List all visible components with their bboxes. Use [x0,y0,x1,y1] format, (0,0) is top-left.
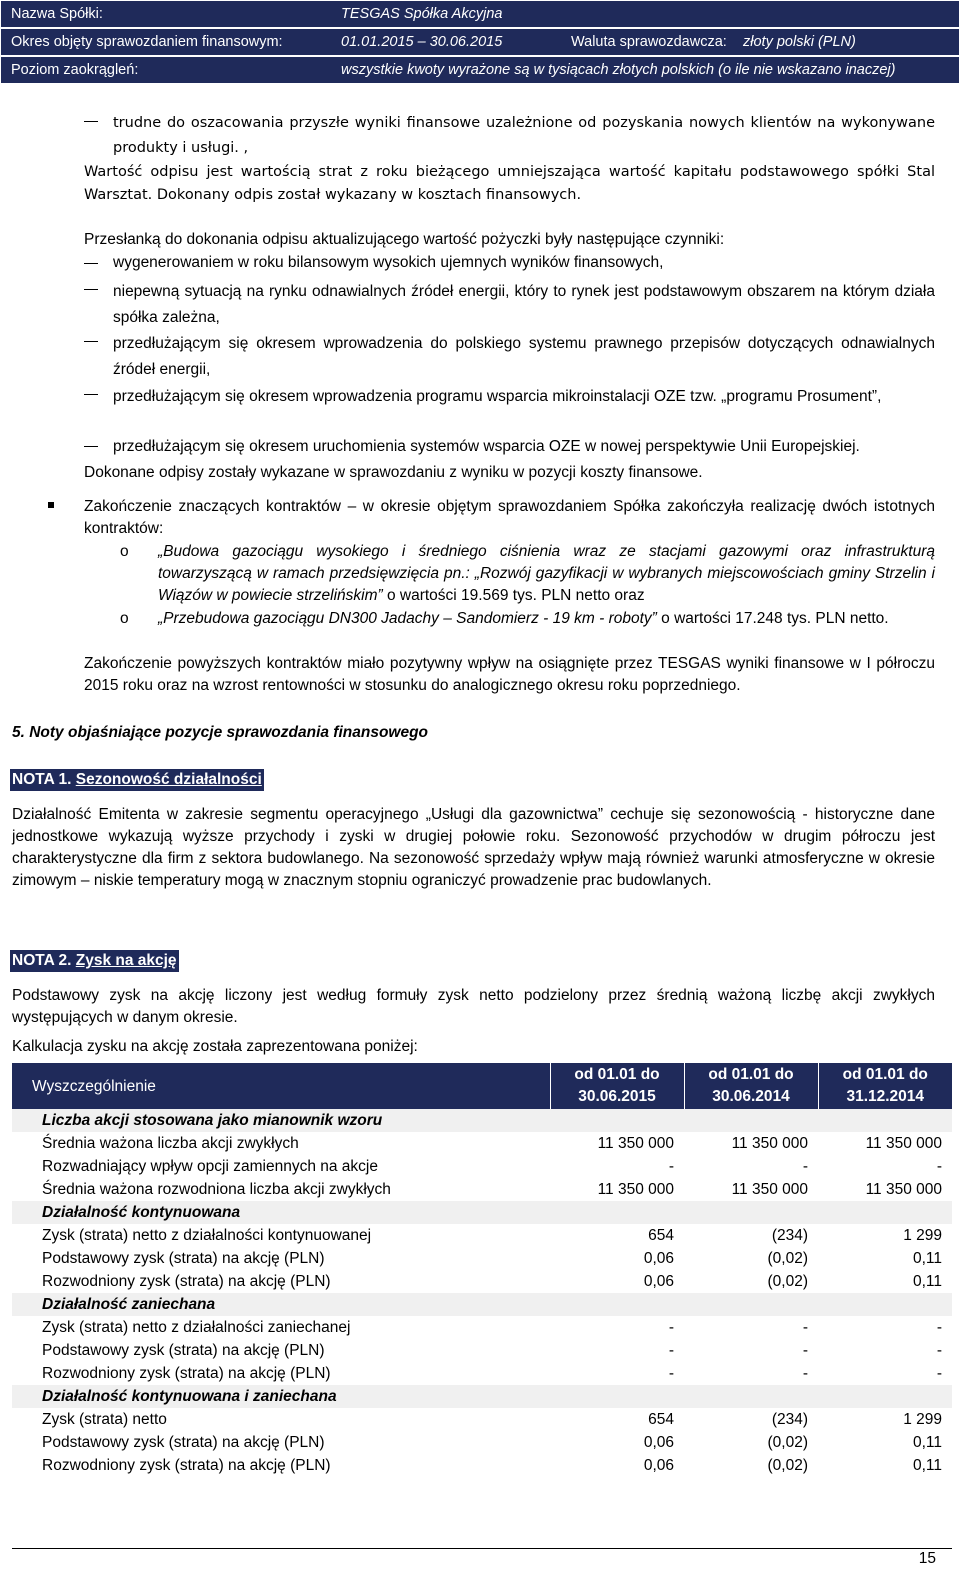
row-value: (234) [771,1411,808,1428]
row-label: Średnia ważona liczba akcji zwykłych [42,1135,299,1152]
table-row [12,1178,952,1201]
header-period-cell: od 01.01 do 31.12.2014 [818,1063,952,1109]
dash-bullet [84,341,98,342]
row-value: 11 350 000 [731,1135,808,1152]
nota-1-prefix: NOTA 1. [12,771,72,788]
nota-2-calc: Kalkulacja zysku na akcję została zaprezentowana poniżej: [12,1038,418,1055]
contracts-summary: Zakończenie powyższych kontraktów miało pozytywny wpływ na osiągnięte przez TESGAS wyniki finansowe w I półroczu 2015 roku oraz na wzrost rentowności w stosunku do analogicznego okresu roku poprzedniego. [84,655,935,694]
rounding-label: Poziom zaokrągleń: [11,62,139,78]
table-row [12,1362,952,1385]
company-value: TESGAS Spółka Akcyjna [341,6,503,22]
table-row [12,1454,952,1477]
row-value: 1 299 [903,1227,942,1244]
row-value: (0,02) [767,1273,808,1290]
row-value: 0,06 [643,1434,674,1451]
dash-bullet [84,121,98,122]
header-row-company [1,1,959,29]
row-value: 654 [648,1227,674,1244]
row-value: 11 350 000 [731,1181,808,1198]
row-value: 0,06 [643,1457,674,1474]
header-label-cell: Wyszczególnienie [12,1063,550,1109]
row-value: - [802,1342,808,1359]
factor-item: niepewną sytuacją na rynku odnawialnych źródeł energii, który to rynek jest podstawowym obszarem na którym działa spółka zależna, [113,283,935,326]
row-value: - [668,1365,674,1382]
table-row [12,1339,952,1362]
row-label: Zysk (strata) netto [42,1411,167,1428]
row-value: 0,11 [912,1457,942,1474]
row-value: - [802,1365,808,1382]
square-bullet-icon [48,502,54,508]
row-value: (0,02) [767,1250,808,1267]
table-row [12,1155,952,1178]
row-label: Podstawowy zysk (strata) na akcję (PLN) [42,1250,325,1267]
row-value: (0,02) [767,1457,808,1474]
dash-bullet [84,446,98,447]
row-label: Rozwodniony zysk (strata) na akcję (PLN) [42,1457,331,1474]
row-value: 11 350 000 [597,1181,674,1198]
section-5-heading: 5. Noty objaśniające pozycje sprawozdania finansowego [12,724,429,741]
row-value: 0,11 [912,1434,942,1451]
header-row-rounding [1,57,959,85]
row-label: Zysk (strata) netto z działalności zaniechanej [42,1319,351,1336]
header-period-cell: od 01.01 do 30.06.2015 [550,1063,684,1109]
table-row [12,1270,952,1293]
nota-2-prefix: NOTA 2. [12,952,72,969]
contract-item-1 [158,541,935,607]
row-value: (0,02) [767,1434,808,1451]
nota-2-title: Zysk na akcję [75,952,177,969]
table-section-row [12,1109,952,1132]
write-off-paragraph: Wartość odpisu jest wartością strat z roku bieżącego umniejszająca wartość kapitału podstawowego spółki Stal Warsztat. Dokonany odpis został wykazany w kosztach finansowych. [84,164,935,203]
nota-1-heading [10,769,264,791]
row-value: - [668,1319,674,1336]
header-row-period [1,29,959,57]
row-value: - [936,1158,942,1175]
currency-label: Waluta sprawozdawcza: [571,34,727,50]
contracts-lead: Zakończenie znaczących kontraktów – w okresie objętym sprawozdaniem Spółka zakończyła realizację dwóch istotnych kontraktów: [84,498,935,537]
table-section-row [12,1385,952,1408]
footer-divider [12,1548,952,1549]
dash-bullet [84,394,98,395]
row-value: - [936,1319,942,1336]
section-label: Działalność kontynuowana [12,1201,952,1224]
dash-bullet [84,289,98,290]
table-row [12,1431,952,1454]
table-row [12,1224,952,1247]
circle-bullet-icon: o [120,543,129,560]
row-value: 0,11 [912,1250,942,1267]
intro-dash-text: trudne do oszacowania przyszłe wyniki finansowe uzależnione od pozyskania nowych klientów na wykonywane produkty i usługi. , [113,115,935,156]
factor-item: przedłużającym się okresem wprowadzenia do polskiego systemu prawnego przepisów dotyczących odnawialnych źródeł energii, [113,335,935,378]
section-label: Liczba akcji stosowana jako mianownik wzoru [12,1109,952,1132]
row-label: Zysk (strata) netto z działalności kontynuowanej [42,1227,372,1244]
row-value: - [668,1158,674,1175]
nota-2-heading [10,950,179,972]
currency-value: złoty polski (PLN) [743,34,856,50]
contract-item-1-value: o wartości 19.569 tys. PLN netto oraz [382,587,645,604]
table-row [12,1408,952,1431]
row-value: 0,06 [643,1250,674,1267]
contract-item-2 [158,608,935,630]
nota-1-text: Działalność Emitenta w zakresie segmentu operacyjnego „Usługi dla gazownictwa” cechuje się sezonowością - historyczne dane jednostkowe wykazują wyższe przychody i zyski w drugiej połowie roku. Sezonowość przychodów w drugim półroczu jest charakterystyczne dla firm z sektora budowlanego. Na sezonowość sprzedaży wpływ mają również warunki atmosferyczne w okresie zimowym – niskie temperatury mogą w znacznym stopniu ograniczyć prowadzenie prac budowlanych. [12,806,935,889]
closing-text: Dokonane odpisy zostały wykazane w sprawozdaniu z wyniku w pozycji koszty finansowe. [84,464,703,481]
document-header [0,0,960,86]
page-number: 15 [918,1550,936,1567]
table-row [12,1132,952,1155]
row-value: 1 299 [903,1411,942,1428]
section-label: Działalność zaniechana [12,1293,952,1316]
contract-item-1-title: „Budowa gazociągu wysokiego i średniego ciśnienia wraz ze stacjami gazowymi oraz infrastrukturą towarzyszącą w ramach przedsięwzięcia pn.: „Rozwój gazyfikacji w wybranych miejscowościach gminy Strzelin i Wiązów w powiecie strzelińskim” [158,543,935,604]
contract-item-2-title: „Przebudowa gazociągu DN300 Jadachy – Sandomierz - 19 km - roboty” [158,610,657,627]
row-label: Rozwodniony zysk (strata) na akcję (PLN) [42,1273,331,1290]
table-header-row [12,1063,952,1109]
row-value: (234) [771,1227,808,1244]
period-value: 01.01.2015 – 30.06.2015 [341,34,503,50]
row-value: 0,11 [912,1273,942,1290]
row-value: - [936,1365,942,1382]
period-label: Okres objęty sprawozdaniem finansowym: [11,34,283,50]
header-period-cell: od 01.01 do 30.06.2014 [684,1063,818,1109]
row-value: - [802,1319,808,1336]
company-label: Nazwa Spółki: [11,6,103,22]
row-value: - [802,1158,808,1175]
row-value: 11 350 000 [865,1181,942,1198]
row-label: Podstawowy zysk (strata) na akcję (PLN) [42,1342,325,1359]
eps-table [12,1063,952,1477]
factor-item: przedłużającym się okresem wprowadzenia programu wsparcia mikroinstalacji OZE tzw. „programu Prosument”, [113,388,882,405]
row-label: Rozwadniający wpływ opcji zamiennych na akcje [42,1158,378,1175]
table-row [12,1247,952,1270]
row-value: 11 350 000 [865,1135,942,1152]
rounding-value: wszystkie kwoty wyrażone są w tysiącach złotych polskich (o ile nie wskazano inaczej) [341,62,896,78]
contract-item-2-value: o wartości 17.248 tys. PLN netto. [656,610,889,627]
factor-item: wygenerowaniem w roku bilansowym wysokich ujemnych wyników finansowych, [113,254,664,271]
row-value: 11 350 000 [597,1135,674,1152]
row-label: Rozwodniony zysk (strata) na akcję (PLN) [42,1365,331,1382]
circle-bullet-icon: o [120,610,129,627]
factor-item: przedłużającym się okresem uruchomienia systemów wsparcia OZE w nowej perspektywie Unii Europejskiej. [113,438,860,455]
table-section-row [12,1201,952,1224]
nota-1-title: Sezonowość działalności [75,771,262,788]
section-label: Działalność kontynuowana i zaniechana [12,1385,952,1408]
dash-bullet [84,263,98,264]
row-label: Podstawowy zysk (strata) na akcję (PLN) [42,1434,325,1451]
table-row [12,1316,952,1339]
row-value: 0,06 [643,1273,674,1290]
nota-2-text: Podstawowy zysk na akcję liczony jest według formuły zysk netto podzielony przez średnią ważoną liczbę akcji zwykłych występujących w danym okresie. [12,987,935,1026]
row-value: - [936,1342,942,1359]
row-value: - [668,1342,674,1359]
row-label: Średnia ważona rozwodniona liczba akcji zwykłych [42,1181,391,1198]
premise-text: Przesłanką do dokonania odpisu aktualizującego wartość pożyczki były następujące czynniki: [84,231,725,248]
table-section-row [12,1293,952,1316]
row-value: 654 [648,1411,674,1428]
